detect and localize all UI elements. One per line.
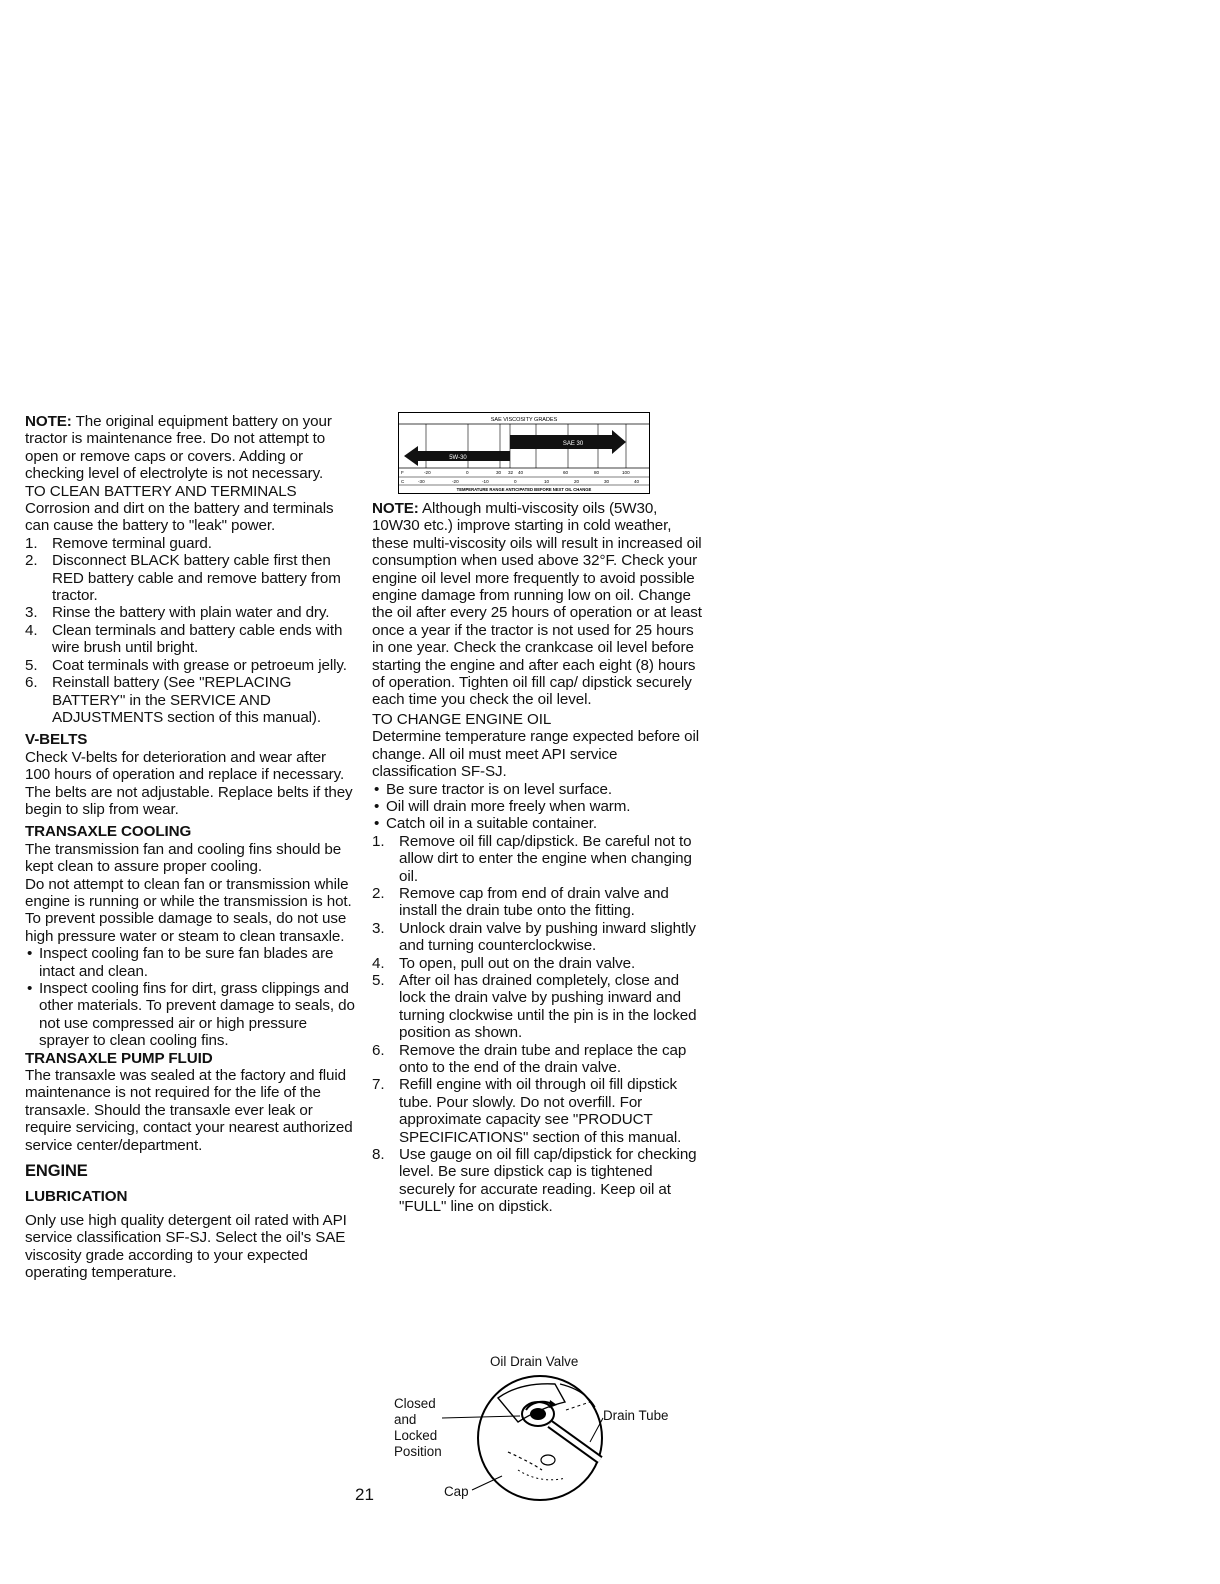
note-label: NOTE: [372, 500, 419, 517]
list-item: 6. Reinstall battery (See "REPLACING BATTERY" in the SERVICE AND ADJUSTMENTS section of this manual). [25, 674, 322, 726]
change-oil-heading: TO CHANGE ENGINE OIL [372, 710, 552, 728]
svg-text:100: 100 [622, 470, 630, 475]
viscosity-chart [398, 412, 650, 494]
cooling-text-2: Do not attempt to clean fan or transmission while engine is running or while the transmission is hot. To prevent possible damage to seals, do not use high pressure water or steam to clean transaxle. [25, 875, 352, 945]
svg-text:30: 30 [604, 479, 610, 484]
list-item: 3. Unlock drain valve by pushing inward slightly and turning counterclockwise. [372, 919, 696, 955]
5w30-label: 5W-30 [449, 455, 467, 461]
list-item: • Catch oil in a suitable container. [374, 815, 598, 833]
svg-text:-20: -20 [452, 479, 459, 484]
svg-text:10: 10 [544, 479, 550, 484]
list-item: • Inspect cooling fins for dirt, grass clippings and other materials. To prevent damage to seals, do not use compressed air or high pressure sprayer to clean cooling fins. [27, 980, 355, 1050]
battery-intro: Corrosion and dirt on the battery and terminals can cause the battery to "leak" power. [25, 500, 334, 535]
cap-label: Cap [444, 1484, 469, 1499]
drain-tube-label: Drain Tube [603, 1408, 669, 1423]
chart-footer: TEMPERATURE RANGE ANTICIPATED BEFORE NEXT OIL CHANGE [456, 487, 592, 492]
note-text: The original equipment battery on your tractor is maintenance free. Do not attempt to open or remove caps or covers. Adding or checking level of electrolyte is not necessary. [25, 413, 332, 483]
svg-text:-20: -20 [424, 470, 431, 475]
svg-text:60: 60 [563, 470, 569, 475]
list-item: 1. Remove terminal guard. [25, 534, 212, 552]
list-item: 5. Coat terminals with grease or petroeum jelly. [25, 656, 347, 674]
list-item: 6. Remove the drain tube and replace the cap onto to the end of the drain valve. [372, 1041, 687, 1076]
valve-drawing [390, 1352, 700, 1512]
cooling-heading: TRANSAXLE COOLING [25, 823, 192, 841]
change-oil-intro: Determine temperature range expected before oil change. All oil must meet API service classification SF-SJ. [372, 728, 700, 781]
pump-heading: TRANSAXLE PUMP FLUID [25, 1049, 213, 1067]
vbelts-heading: V-BELTS [25, 731, 88, 749]
closed-label: and [394, 1412, 417, 1427]
right-column [372, 500, 702, 1216]
diagram-title: Oil Drain Valve [490, 1354, 579, 1369]
list-item: 4. To open, pull out on the drain valve. [372, 954, 636, 972]
change-oil-bullets [372, 781, 702, 833]
svg-text:C: C [401, 479, 405, 484]
svg-text:40: 40 [518, 470, 524, 475]
svg-text:30: 30 [496, 470, 502, 475]
list-item: 5. After oil has drained completely, close and lock the drain valve by pushing inward and turning clockwise until the pin is in the locked position as shown. [372, 971, 697, 1042]
list-item: 2. Remove cap from end of drain valve and install the drain tube onto the fitting. [372, 884, 669, 920]
battery-steps [25, 535, 355, 726]
oil-note [372, 500, 702, 709]
battery-note [25, 413, 355, 483]
svg-text:20: 20 [574, 479, 580, 484]
svg-text:0: 0 [514, 479, 517, 484]
list-item: • Oil will drain more freely when warm. [374, 797, 631, 815]
note-label: NOTE: [25, 413, 72, 430]
vbelts-text: Check V-belts for deterioration and wear after 100 hours of operation and replace if necessary. The belts are not adjustable. Replace belts if they begin to slip from wear. [25, 748, 353, 818]
list-item: 4. Clean terminals and battery cable ends with wire brush until bright. [25, 621, 343, 657]
svg-text:0: 0 [466, 470, 469, 475]
left-column [25, 413, 355, 1282]
oil-drain-valve-diagram [390, 1352, 700, 1512]
closed-label: Position [394, 1444, 442, 1459]
change-oil-steps [372, 833, 702, 1216]
battery-heading: TO CLEAN BATTERY AND TERMINALS [25, 482, 297, 500]
list-item: 2. Disconnect BLACK battery cable first then RED battery cable and remove battery from tractor. [25, 552, 341, 605]
page-number: 21 [355, 1485, 374, 1504]
svg-text:40: 40 [634, 479, 640, 484]
list-item: 1. Remove oil fill cap/dipstick. Be careful not to allow dirt to enter the engine when changing oil. [372, 832, 692, 885]
svg-text:-30: -30 [418, 479, 425, 484]
svg-text:-10: -10 [482, 479, 489, 484]
cooling-text-1: The transmission fan and cooling fins should be kept clean to assure proper cooling. [25, 840, 342, 876]
lubrication-text: Only use high quality detergent oil rated with API service classification SF-SJ. Select the oil's SAE viscosity grade according to your expected operating temperature. [25, 1211, 347, 1282]
closed-label: Closed [394, 1396, 436, 1411]
list-item: 3. Rinse the battery with plain water and dry. [25, 604, 330, 622]
list-item: • Be sure tractor is on level surface. [374, 780, 613, 798]
sae30-label: SAE 30 [562, 441, 584, 447]
lubrication-heading: LUBRICATION [25, 1188, 128, 1206]
closed-label: Locked [394, 1428, 438, 1443]
list-item: • Inspect cooling fan to be sure fan blades are intact and clean. [27, 945, 334, 980]
list-item: 8. Use gauge on oil fill cap/dipstick for checking level. Be sure dipstick cap is tightened securely for accurate reading. Keep oil at "FULL" line on dipstick. [372, 1146, 697, 1216]
pump-text: The transaxle was sealed at the factory and fluid maintenance is not required for the life of the transaxle. Should the transaxle ever leak or require servicing, contact your nearest authorized service center/department. [25, 1067, 353, 1154]
chart-title: SAE VISCOSITY GRADES [490, 417, 558, 423]
svg-text:80: 80 [594, 470, 600, 475]
note-text: Although multi-viscosity oils (5W30, 10W30 etc.) improve starting in cold weather, these multi-viscosity oils will result in increased oil consumption when used above 32°F. Check your engine oil level more frequently to avoid possible engine damage from running low on oil. Change the oil after every 25 hours of operation or at least once a year if the tractor is not used for 25 hours in one year. Check the crankcase oil level before starting the engine and after each eight (8) hours of operation. Tighten oil fill cap/ dipstick securely each time you check the oil level. [372, 500, 702, 709]
list-item: 7. Refill engine with oil through oil fill dipstick tube. Pour slowly. Do not overfill. For approximate capacity see "PRODUCT SPECIFICATIONS" section of this manual. [372, 1076, 682, 1146]
engine-heading: ENGINE [25, 1162, 88, 1181]
svg-text:F: F [401, 470, 404, 475]
svg-text:32: 32 [508, 470, 514, 475]
cooling-bullets [25, 945, 355, 1049]
